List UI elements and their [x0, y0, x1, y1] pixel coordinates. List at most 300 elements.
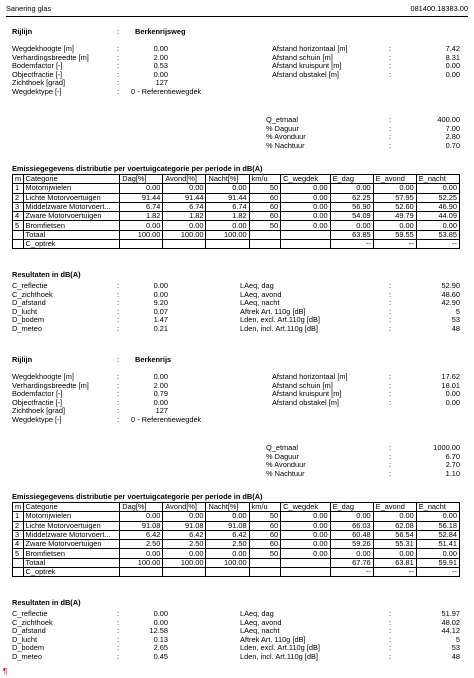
table-cell: 60: [249, 202, 281, 211]
colon: :: [389, 397, 392, 407]
colon: :: [117, 52, 120, 62]
table-cell: 1.82: [206, 212, 249, 221]
colon: :: [389, 389, 392, 398]
colon: :: [117, 44, 120, 53]
emission-table-title: Emissiegegevens distributie per voertuigcategorie per periode in dB(A): [12, 492, 263, 501]
param-value: 2.00: [153, 52, 168, 62]
table-cell: 60: [249, 193, 281, 202]
result-label: C_zichthoek: [12, 617, 53, 627]
table-row: [13, 521, 460, 530]
colon: :: [117, 626, 120, 635]
param-value: 0 - Referentiewegdek: [131, 86, 202, 96]
param-value: 0 - Referentiewegdek: [131, 414, 202, 424]
table-cell: [249, 558, 281, 567]
table-cell: 0.00: [330, 221, 373, 230]
table-cell: 0.00: [163, 221, 206, 230]
table-cell: [13, 558, 24, 567]
column-header: Categorie: [23, 175, 120, 184]
table-cell: 1: [13, 184, 24, 193]
table-cell: 6.74: [206, 202, 249, 211]
result-value: 0.13: [153, 634, 168, 644]
param-value: 127: [155, 406, 168, 415]
param-label: Bodemfactor [-]: [12, 389, 63, 398]
table-row: [13, 212, 460, 221]
table-cell: [249, 230, 281, 239]
table-cell: 59.55: [373, 230, 416, 239]
table-cell: 67.76: [330, 558, 373, 567]
traffic-value: 2.80: [445, 132, 460, 141]
result-value: 0.00: [153, 289, 168, 299]
table-cell: 0.00: [416, 221, 459, 230]
colon: :: [117, 372, 120, 381]
table-cell: 0.00: [120, 549, 163, 558]
table-cell: 2: [13, 521, 24, 530]
table-cell: 62.08: [373, 521, 416, 530]
page-header: [6, 4, 468, 17]
column-header: km/u: [249, 175, 281, 184]
table-cell: 55.31: [373, 540, 416, 549]
table-cell: 0.00: [206, 512, 249, 521]
traffic-value: 7.00: [445, 123, 460, 133]
table-cell: 6.42: [163, 530, 206, 539]
result-value: 5: [455, 306, 460, 316]
result-value: 44.12: [441, 626, 460, 635]
table-cell: 0.00: [281, 540, 330, 549]
traffic-label: % Nachtuur: [266, 468, 305, 478]
colon: :: [389, 372, 392, 381]
result-value: 0.00: [153, 617, 168, 627]
column-header: Avond[%]: [163, 175, 206, 184]
colon: :: [389, 132, 392, 141]
table-cell: 60: [249, 212, 281, 221]
param-label: Afstand kruispunt [m]: [272, 389, 342, 398]
result-label: D_bodem: [12, 315, 45, 324]
param-label: Afstand horizontaal [m]: [272, 44, 348, 53]
param-value: 0.00: [153, 397, 168, 407]
table-cell: [163, 240, 206, 249]
table-cell: 4: [13, 540, 24, 549]
header-project-number: 081400.18383.00: [410, 4, 468, 13]
param-label: Afstand schuin [m]: [272, 380, 333, 390]
table-header-row: [13, 503, 460, 512]
table-cell: 46.90: [416, 202, 459, 211]
table-cell: 5: [13, 221, 24, 230]
table-cell: [281, 568, 330, 577]
colon: :: [117, 651, 120, 661]
table-cell: [206, 240, 249, 249]
table-cell: 49.79: [373, 212, 416, 221]
table-cell: Middelzware Motorvoert...: [23, 530, 120, 539]
table-cell: 0.00: [373, 512, 416, 521]
table-cell: 54.09: [330, 212, 373, 221]
column-header: E_nacht: [416, 175, 459, 184]
traffic-label: % Nachtuur: [266, 140, 305, 150]
result-label: LAeq, avond: [240, 289, 282, 299]
column-header: Dag[%]: [120, 503, 163, 512]
colon: :: [389, 140, 392, 150]
table-cell: 0.00: [206, 184, 249, 193]
table-cell: [13, 568, 24, 577]
table-cell: [13, 240, 24, 249]
column-header: Dag[%]: [120, 175, 163, 184]
param-value: 0.00: [445, 69, 460, 79]
traffic-label: Q_etmaal: [266, 115, 299, 124]
colon: :: [117, 406, 120, 415]
param-value: 8.31: [445, 52, 460, 62]
traffic-label: % Daguur: [266, 123, 299, 133]
table-cell: 2.50: [120, 540, 163, 549]
result-value: 9.20: [153, 298, 168, 307]
colon: :: [389, 468, 392, 478]
column-header: km/u: [249, 503, 281, 512]
param-value: 0.00: [445, 397, 460, 407]
colon: :: [389, 115, 392, 124]
result-value: 2.65: [153, 643, 168, 652]
result-value: 53: [451, 643, 460, 652]
table-row: [13, 202, 460, 211]
colon: :: [389, 634, 392, 644]
table-cell: 62.25: [330, 193, 373, 202]
colon: :: [117, 306, 120, 316]
traffic-value: 1.10: [445, 468, 460, 478]
table-cell: 52.84: [416, 530, 459, 539]
colon: :: [389, 380, 392, 390]
road-name: Berkenrijs: [135, 355, 172, 364]
param-value: 0.00: [153, 44, 168, 53]
result-label: Aftrek Art. 110g [dB]: [240, 634, 306, 644]
column-header: E_avond: [373, 503, 416, 512]
result-label: C_reflectie: [12, 609, 48, 618]
column-header: E_nacht: [416, 503, 459, 512]
table-row: [13, 184, 460, 193]
table-cell: 91.44: [120, 193, 163, 202]
table-cell: [206, 568, 249, 577]
table-cell: --: [416, 240, 459, 249]
header-title: Sanering glas: [6, 4, 52, 13]
table-cell: [163, 568, 206, 577]
result-value: 5: [455, 634, 460, 644]
colon: :: [389, 61, 392, 70]
table-cell: 100.00: [120, 230, 163, 239]
column-header: Avond[%]: [163, 503, 206, 512]
param-label: Wegdekhoogte [m]: [12, 44, 74, 53]
result-value: 0.00: [153, 609, 168, 618]
result-value: 42.90: [441, 298, 460, 307]
table-cell: 60: [249, 540, 281, 549]
table-cell: 2.50: [163, 540, 206, 549]
result-value: 0.00: [153, 281, 168, 290]
table-cell: --: [330, 240, 373, 249]
traffic-value: 2.70: [445, 460, 460, 469]
result-label: Aftrek Art. 110g [dB]: [240, 306, 306, 316]
result-label: D_lucht: [12, 634, 38, 644]
table-cell: 91.44: [206, 193, 249, 202]
colon: :: [117, 323, 120, 333]
result-label: LAeq, nacht: [240, 298, 280, 307]
table-cell: 0.00: [281, 221, 330, 230]
table-cell: 100.00: [206, 230, 249, 239]
table-cell: [120, 568, 163, 577]
table-cell: 60.48: [330, 530, 373, 539]
table-cell: 0.00: [281, 202, 330, 211]
colon: :: [389, 123, 392, 133]
table-row: [13, 230, 460, 239]
table-cell: Lichte Motorvoertuigen: [23, 521, 120, 530]
table-cell: Middelzware Motorvoert...: [23, 202, 120, 211]
table-cell: Motorrijwielen: [23, 512, 120, 521]
param-value: 127: [155, 78, 168, 87]
colon: :: [389, 315, 392, 324]
colon: :: [117, 617, 120, 627]
table-cell: 50: [249, 549, 281, 558]
emission-table-title: Emissiegegevens distributie per voertuigcategorie per periode in dB(A): [12, 164, 263, 173]
column-header: m: [13, 503, 24, 512]
road-separator: :: [117, 355, 120, 364]
table-cell: 59.91: [416, 558, 459, 567]
param-label: Zichthoek [grad]: [12, 78, 65, 87]
table-cell: 100.00: [120, 558, 163, 567]
table-cell: --: [373, 240, 416, 249]
result-label: Lden, incl. Art.110g [dB]: [240, 651, 318, 661]
table-cell: 6.74: [163, 202, 206, 211]
colon: :: [389, 281, 392, 290]
table-cell: 0.00: [281, 193, 330, 202]
table-cell: 100.00: [163, 230, 206, 239]
param-value: 17.62: [441, 372, 460, 381]
table-cell: [13, 230, 24, 239]
table-cell: --: [373, 568, 416, 577]
colon: :: [389, 298, 392, 307]
traffic-value: 0.70: [445, 140, 460, 150]
table-row: [13, 240, 460, 249]
table-row: [13, 530, 460, 539]
road-label: Rijlijn: [12, 27, 33, 36]
result-value: 52.90: [441, 281, 460, 290]
table-cell: C_optrek: [23, 568, 120, 577]
result-value: 48: [451, 651, 460, 661]
table-cell: 1: [13, 512, 24, 521]
table-cell: [281, 558, 330, 567]
param-label: Wegdekhoogte [m]: [12, 372, 74, 381]
result-value: 0.07: [153, 306, 168, 316]
colon: :: [389, 69, 392, 79]
result-value: 48: [451, 323, 460, 333]
param-label: Zichthoek [grad]: [12, 406, 65, 415]
result-value: 48.60: [441, 289, 460, 299]
param-label: Afstand kruispunt [m]: [272, 61, 342, 70]
table-cell: --: [330, 568, 373, 577]
colon: :: [389, 451, 392, 461]
param-label: Afstand obstakel [m]: [272, 69, 339, 79]
table-row: [13, 549, 460, 558]
result-label: C_zichthoek: [12, 289, 53, 299]
colon: :: [117, 389, 120, 398]
table-cell: 0.00: [120, 184, 163, 193]
result-value: 12.58: [149, 626, 168, 635]
table-cell: 0.00: [330, 549, 373, 558]
traffic-label: % Daguur: [266, 451, 299, 461]
colon: :: [117, 643, 120, 652]
result-value: 0.45: [153, 651, 168, 661]
result-label: Lden, excl. Art.110g [dB]: [240, 315, 320, 324]
table-cell: 0.00: [206, 221, 249, 230]
result-label: D_bodem: [12, 643, 45, 652]
table-cell: 0.00: [281, 549, 330, 558]
result-label: Lden, excl. Art.110g [dB]: [240, 643, 320, 652]
table-cell: 0.00: [373, 184, 416, 193]
table-cell: 52.60: [373, 202, 416, 211]
table-cell: 0.00: [330, 512, 373, 521]
colon: :: [389, 651, 392, 661]
param-label: Verhardingsbreedte [m]: [12, 52, 89, 62]
table-cell: 50: [249, 184, 281, 193]
param-label: Objectfractie [-]: [12, 397, 63, 407]
result-label: D_meteo: [12, 323, 42, 333]
traffic-label: % Avonduur: [266, 460, 306, 469]
table-cell: [120, 240, 163, 249]
column-header: Nacht[%]: [206, 503, 249, 512]
result-label: Lden, incl. Art.110g [dB]: [240, 323, 318, 333]
table-row: [13, 221, 460, 230]
table-header-row: [13, 175, 460, 184]
colon: :: [389, 306, 392, 316]
column-header: C_wegdek: [281, 175, 330, 184]
colon: :: [389, 609, 392, 618]
table-cell: [249, 240, 281, 249]
table-cell: 91.08: [163, 521, 206, 530]
table-cell: 0.00: [206, 549, 249, 558]
colon: :: [389, 617, 392, 627]
column-header: Nacht[%]: [206, 175, 249, 184]
table-cell: Bromfietsen: [23, 549, 120, 558]
table-cell: 56.90: [330, 202, 373, 211]
result-value: 48.02: [441, 617, 460, 627]
table-cell: 5: [13, 549, 24, 558]
result-value: 51.97: [441, 609, 460, 618]
colon: :: [117, 380, 120, 390]
table-cell: 50: [249, 221, 281, 230]
column-header: E_dag: [330, 175, 373, 184]
emission-table: [12, 174, 460, 249]
param-value: 2.00: [153, 380, 168, 390]
results-title: Resultaten in dB(A): [12, 270, 81, 279]
table-cell: 2: [13, 193, 24, 202]
result-label: LAeq, dag: [240, 281, 274, 290]
result-label: LAeq, dag: [240, 609, 274, 618]
colon: :: [117, 281, 120, 290]
colon: :: [117, 78, 120, 87]
colon: :: [117, 298, 120, 307]
table-cell: [249, 568, 281, 577]
table-cell: 66.03: [330, 521, 373, 530]
table-cell: Totaal: [23, 230, 120, 239]
table-cell: 0.00: [373, 221, 416, 230]
table-cell: Zware Motorvoertuigen: [23, 540, 120, 549]
table-cell: 0.00: [163, 184, 206, 193]
table-cell: 0.00: [416, 512, 459, 521]
table-cell: --: [416, 568, 459, 577]
table-cell: 100.00: [206, 558, 249, 567]
column-header: Categorie: [23, 503, 120, 512]
param-label: Wegdektype [-]: [12, 86, 62, 96]
table-cell: 51.41: [416, 540, 459, 549]
column-header: E_avond: [373, 175, 416, 184]
road-name: Berkenrijsweg: [135, 27, 186, 36]
paragraph-mark: ¶: [3, 667, 8, 676]
result-label: C_reflectie: [12, 281, 48, 290]
traffic-label: Q_etmaal: [266, 443, 299, 452]
param-value: 0.00: [153, 372, 168, 381]
result-label: D_afstand: [12, 298, 46, 307]
param-label: Objectfractie [-]: [12, 69, 63, 79]
traffic-value: 6.70: [445, 451, 460, 461]
colon: :: [117, 414, 120, 424]
table-cell: 60: [249, 530, 281, 539]
param-label: Afstand obstakel [m]: [272, 397, 339, 407]
table-cell: Motorrijwielen: [23, 184, 120, 193]
table-cell: Bromfietsen: [23, 221, 120, 230]
table-cell: 3: [13, 530, 24, 539]
table-cell: 91.08: [206, 521, 249, 530]
column-header: C_wegdek: [281, 503, 330, 512]
param-value: 18.01: [441, 380, 460, 390]
table-cell: 91.44: [163, 193, 206, 202]
table-cell: 6.74: [120, 202, 163, 211]
table-cell: C_optrek: [23, 240, 120, 249]
colon: :: [117, 61, 120, 70]
colon: :: [389, 289, 392, 299]
param-value: 0.53: [153, 61, 168, 70]
table-cell: 0.00: [281, 512, 330, 521]
table-cell: 1.82: [120, 212, 163, 221]
road-separator: :: [117, 27, 120, 36]
param-value: 0.00: [153, 69, 168, 79]
param-label: Afstand horizontaal [m]: [272, 372, 348, 381]
param-value: 0.00: [445, 61, 460, 70]
table-cell: 56.18: [416, 521, 459, 530]
param-value: 0.00: [445, 389, 460, 398]
table-row: [13, 568, 460, 577]
result-value: 0.21: [153, 323, 168, 333]
table-cell: Totaal: [23, 558, 120, 567]
colon: :: [117, 289, 120, 299]
table-cell: 100.00: [163, 558, 206, 567]
result-label: D_afstand: [12, 626, 46, 635]
table-cell: 6.42: [120, 530, 163, 539]
table-cell: 63.85: [330, 230, 373, 239]
colon: :: [389, 460, 392, 469]
colon: :: [117, 634, 120, 644]
table-cell: 44.09: [416, 212, 459, 221]
table-cell: [281, 230, 330, 239]
table-row: [13, 540, 460, 549]
colon: :: [117, 609, 120, 618]
table-cell: 0.00: [281, 184, 330, 193]
table-cell: 0.00: [120, 221, 163, 230]
table-cell: 0.00: [120, 512, 163, 521]
colon: :: [389, 443, 392, 452]
traffic-label: % Avonduur: [266, 132, 306, 141]
table-cell: 0.00: [416, 184, 459, 193]
result-label: LAeq, nacht: [240, 626, 280, 635]
result-label: LAeq, avond: [240, 617, 282, 627]
table-row: [13, 512, 460, 521]
table-cell: 1.82: [163, 212, 206, 221]
traffic-value: 1000.00: [433, 443, 460, 452]
param-label: Bodemfactor [-]: [12, 61, 63, 70]
param-label: Wegdektype [-]: [12, 414, 62, 424]
table-cell: 0.00: [163, 549, 206, 558]
